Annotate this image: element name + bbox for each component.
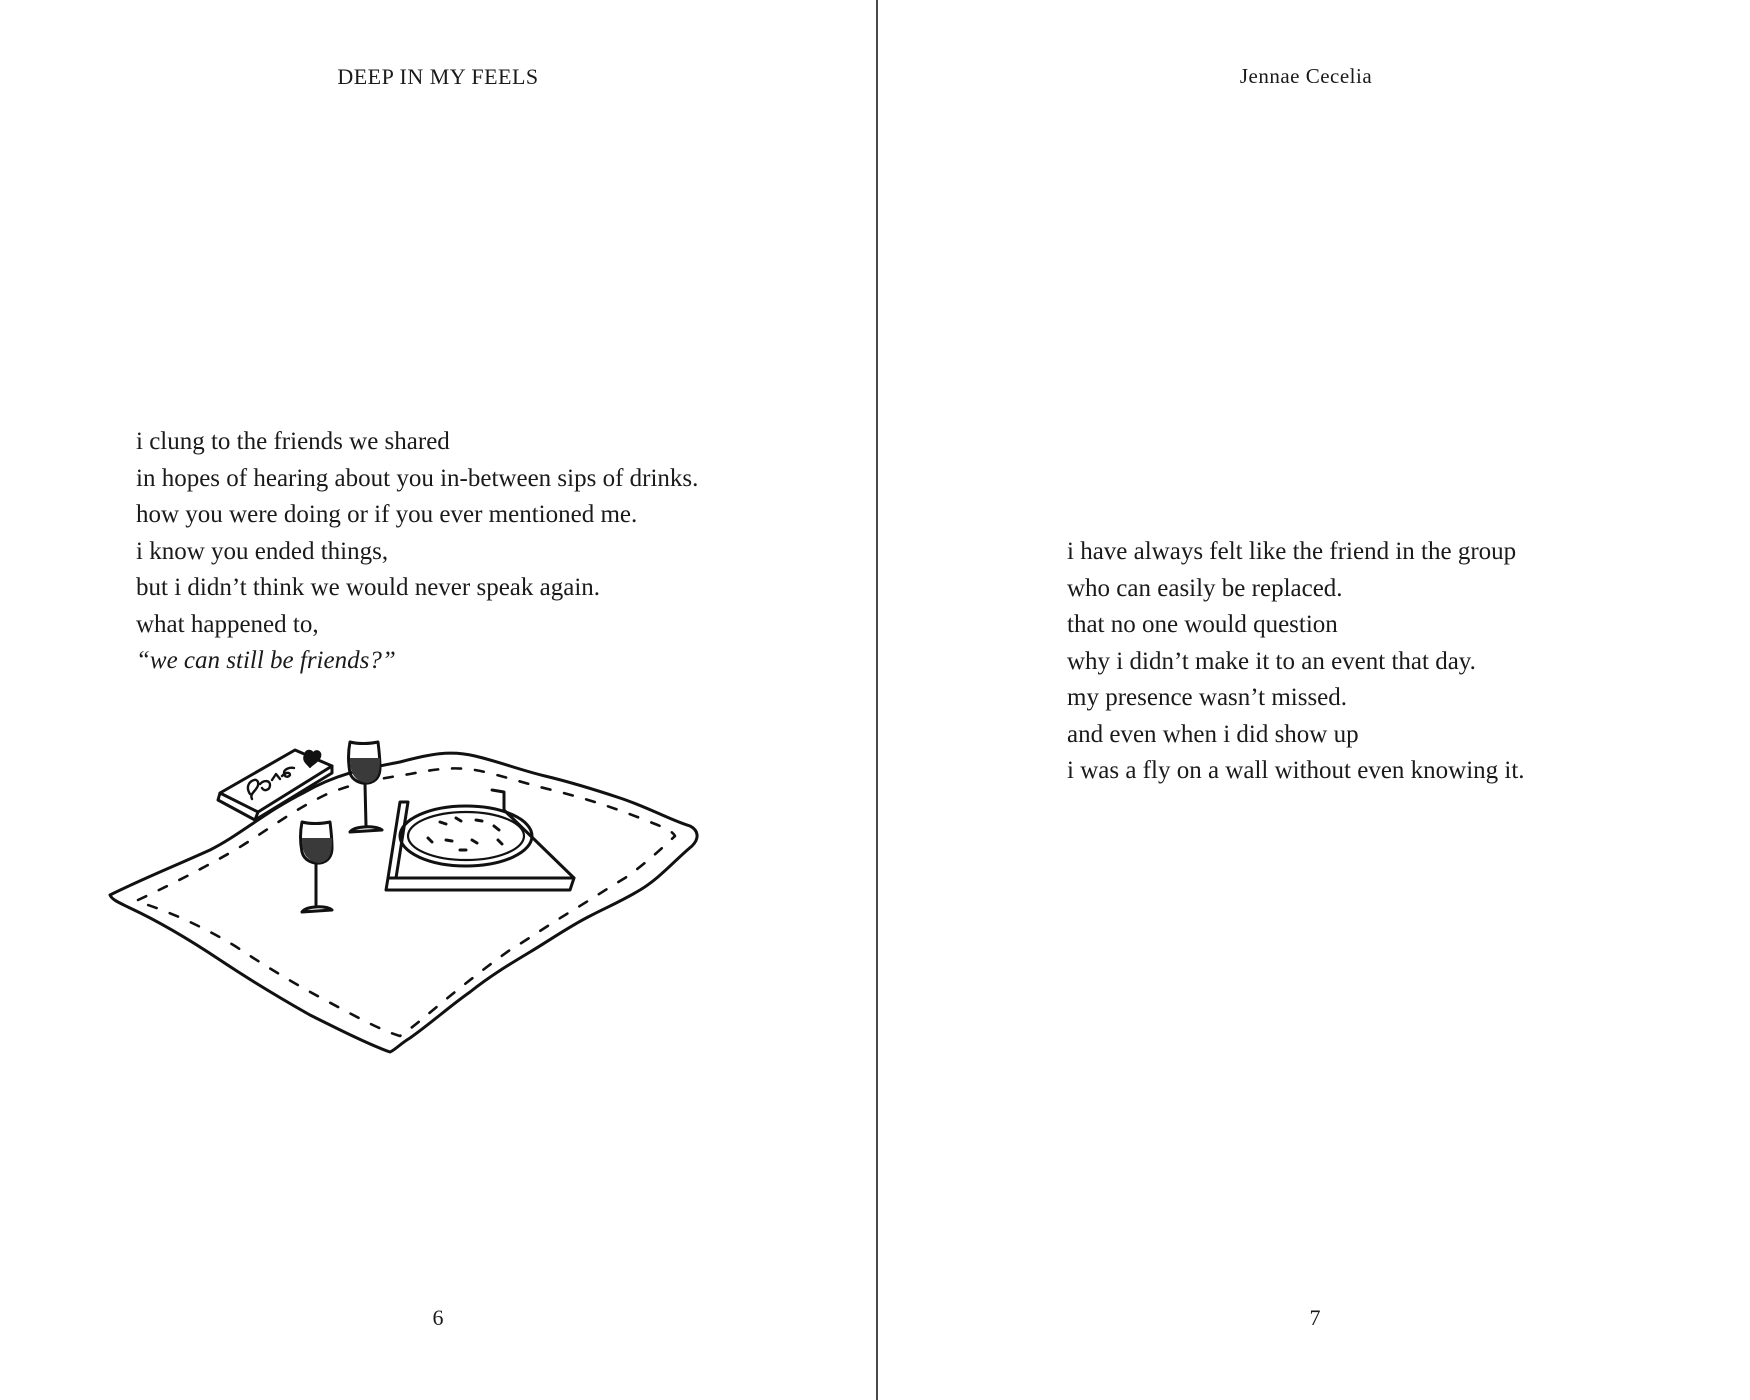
poem-line: my presence wasn’t missed. [1067,684,1348,711]
blanket-outline [110,753,697,1052]
poem-line: that no one would question [1067,611,1338,638]
page-number-left: 6 [432,1305,444,1330]
pizza-box [386,878,574,890]
page-number-right: 7 [1309,1305,1321,1330]
poem-line: i know you ended things, [136,537,389,565]
poem-line: who can easily be replaced. [1067,574,1343,602]
poem-line: but i didn’t think we would never speak again. [136,574,601,601]
running-head-author: Jennae Cecelia [1239,64,1373,88]
right-poem [1067,534,1525,790]
heart-icon [304,751,320,767]
pizza [400,806,532,866]
poem-line: what happened to, [136,610,319,638]
poem-line: i was a fly on a wall without even knowing it. [1067,757,1525,784]
poem-line: how you were doing or if you ever mentioned me. [136,501,638,528]
running-head-book-title: DEEP IN MY FEELS [337,64,539,89]
poem-line: i clung to the friends we shared [136,428,450,455]
poem-line: i have always felt like the friend in the group [1067,538,1517,565]
picnic-blanket-illustration [100,740,760,1110]
right-page [878,0,1750,1400]
poem-line: in hopes of hearing about you in-between sips of drinks. [136,464,699,492]
poem-line: why i didn’t make it to an event that day. [1067,647,1476,675]
left-poem [136,424,698,680]
poem-line-quote: “we can still be friends?” [136,647,396,674]
poem-line: and even when i did show up [1067,720,1359,748]
